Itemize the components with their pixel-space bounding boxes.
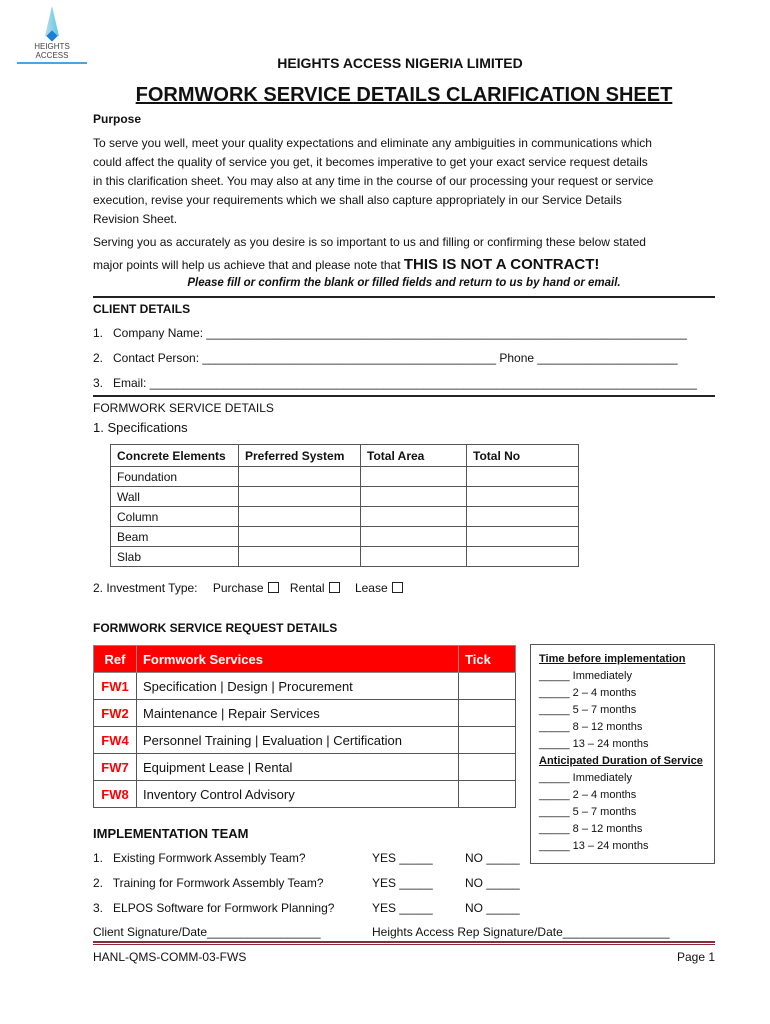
timing-option[interactable]: _____ 2 – 4 months — [539, 687, 637, 699]
tick-cell[interactable] — [459, 673, 516, 700]
service-cell: Personnel Training | Evaluation | Certification — [136, 727, 458, 754]
cell-input[interactable] — [239, 507, 361, 527]
table-row — [111, 547, 579, 567]
service-cell: Specification | Design | Procurement — [136, 673, 458, 700]
purpose-heading: Purpose — [93, 112, 142, 126]
duration-heading: Anticipated Duration of Service — [539, 755, 703, 767]
option-label: Lease — [354, 581, 388, 595]
duration-option[interactable]: _____ 13 – 24 months — [539, 840, 649, 852]
tick-cell[interactable] — [459, 754, 516, 781]
cell-input[interactable] — [239, 547, 361, 567]
company-name-field[interactable]: 1. Company Name: ________________________________________________________________________ — [93, 326, 687, 340]
column-header: Tick — [459, 646, 516, 673]
services-table — [93, 645, 516, 808]
cell-input[interactable] — [361, 527, 467, 547]
email-field[interactable]: 3. Email: __________________________________________________________________________________ — [93, 376, 697, 390]
timing-heading: Time before implementation — [539, 653, 686, 665]
cell-input[interactable] — [361, 467, 467, 487]
cell-input[interactable] — [239, 527, 361, 547]
service-cell: Maintenance | Repair Services — [136, 700, 458, 727]
text-line: major points will help us achieve that and please note that — [93, 258, 404, 272]
team-heading: IMPLEMENTATION TEAM — [93, 826, 249, 841]
specifications-table — [110, 444, 579, 567]
text-line: Serving you as accurately as you desire is so important to us and filling or confirming these below stated — [93, 235, 646, 249]
table-row — [111, 467, 579, 487]
tick-cell[interactable] — [459, 781, 516, 808]
company-name: HEIGHTS ACCESS NIGERIA LIMITED — [277, 55, 523, 71]
ref-cell: FW7 — [94, 754, 137, 781]
purpose-text — [93, 134, 718, 229]
table-row — [94, 673, 516, 700]
client-heading: CLIENT DETAILS — [93, 302, 191, 316]
tick-cell[interactable] — [459, 700, 516, 727]
ref-cell: FW4 — [94, 727, 137, 754]
table-row — [94, 781, 516, 808]
no-field[interactable]: NO _____ — [465, 901, 520, 915]
text-line: Revision Sheet. — [93, 212, 178, 226]
cell-input[interactable] — [361, 487, 467, 507]
document-title: FORMWORK SERVICE DETAILS CLARIFICATION SHEET — [135, 84, 673, 106]
timing-option[interactable]: _____ 13 – 24 months — [539, 738, 649, 750]
client-signature-field[interactable]: Client Signature/Date_________________ — [93, 925, 321, 939]
logo-text: ACCESS — [35, 51, 69, 60]
page-number: Page 1 — [677, 950, 716, 964]
team-question: 1. Existing Formwork Assembly Team? — [93, 851, 306, 865]
formwork-heading: FORMWORK SERVICE DETAILS — [93, 401, 274, 415]
yes-field[interactable]: YES _____ — [372, 851, 433, 865]
column-header: Ref — [94, 646, 137, 673]
no-field[interactable]: NO _____ — [465, 851, 520, 865]
duration-option[interactable]: _____ 8 – 12 months — [539, 823, 643, 835]
no-field[interactable]: NO _____ — [465, 876, 520, 890]
divider — [93, 395, 715, 397]
rep-signature-field[interactable]: Heights Access Rep Signature/Date________________ — [372, 925, 670, 939]
text-line: could affect the quality of service you get, it becomes imperative to get your exact service request details — [93, 155, 648, 169]
document-code: HANL-QMS-COMM-03-FWS — [93, 950, 247, 964]
cell-input[interactable] — [361, 507, 467, 527]
text-line: in this clarification sheet. You may also at any time in the course of our processing your request or service — [93, 174, 654, 188]
investment-type — [93, 581, 403, 595]
ref-cell: FW8 — [94, 781, 137, 808]
cell-input[interactable] — [467, 467, 579, 487]
timing-option[interactable]: _____ 5 – 7 months — [539, 704, 637, 716]
duration-option[interactable]: _____ 5 – 7 months — [539, 806, 637, 818]
instruction: Please fill or confirm the blank or filled fields and return to us by hand or email. — [187, 277, 621, 289]
cell-input[interactable] — [239, 467, 361, 487]
not-contract-notice: THIS IS NOT A CONTRACT! — [403, 256, 600, 273]
cell-input[interactable] — [467, 507, 579, 527]
ref-cell: FW1 — [94, 673, 137, 700]
text-line: To serve you well, meet your quality expectations and eliminate any ambiguities in communications which — [93, 136, 652, 150]
column-header: Concrete Elements — [111, 445, 239, 467]
cell-input[interactable] — [361, 547, 467, 567]
option-label: Purchase — [212, 581, 264, 595]
team-question: 3. ELPOS Software for Formwork Planning? — [93, 901, 335, 915]
tick-cell[interactable] — [459, 727, 516, 754]
specifications-label: 1. Specifications — [93, 420, 188, 435]
table-row — [111, 487, 579, 507]
table-row — [111, 507, 579, 527]
table-row — [94, 754, 516, 781]
cell-input[interactable] — [467, 547, 579, 567]
yes-field[interactable]: YES _____ — [372, 876, 433, 890]
column-header: Preferred System — [239, 445, 361, 467]
column-header: Total No — [467, 445, 579, 467]
service-cell: Equipment Lease | Rental — [136, 754, 458, 781]
option-label: Rental — [289, 581, 325, 595]
timing-option[interactable]: _____ Immediately — [539, 670, 632, 682]
cell-input[interactable] — [467, 487, 579, 507]
purchase-checkbox[interactable] — [268, 582, 279, 593]
table-row — [94, 727, 516, 754]
duration-option[interactable]: _____ Immediately — [539, 772, 632, 784]
timing-box — [530, 644, 715, 864]
rental-checkbox[interactable] — [329, 582, 340, 593]
table-row — [111, 527, 579, 547]
timing-option[interactable]: _____ 8 – 12 months — [539, 721, 643, 733]
lease-checkbox[interactable] — [392, 582, 403, 593]
column-header: Total Area — [361, 445, 467, 467]
purpose-text-2 — [93, 233, 718, 275]
table-row — [94, 700, 516, 727]
element-cell: Foundation — [111, 467, 239, 487]
ref-cell: FW2 — [94, 700, 137, 727]
element-cell: Column — [111, 507, 239, 527]
footer-divider — [93, 941, 715, 945]
request-heading: FORMWORK SERVICE REQUEST DETAILS — [93, 621, 338, 635]
investment-label: 2. Investment Type: — [93, 581, 198, 595]
column-header: Formwork Services — [136, 646, 458, 673]
text-line: execution, revise your requirements which we shall also capture appropriately in our Service Details — [93, 193, 622, 207]
logo-text: HEIGHTS — [34, 42, 70, 51]
contact-person-field[interactable]: 2. Contact Person: ____________________________________________ Phone _____________________ — [93, 351, 678, 365]
element-cell: Wall — [111, 487, 239, 507]
cell-input[interactable] — [467, 527, 579, 547]
duration-option[interactable]: _____ 2 – 4 months — [539, 789, 637, 801]
team-question: 2. Training for Formwork Assembly Team? — [93, 876, 324, 890]
service-cell: Inventory Control Advisory — [136, 781, 458, 808]
divider — [93, 296, 715, 298]
element-cell: Beam — [111, 527, 239, 547]
cell-input[interactable] — [239, 487, 361, 507]
element-cell: Slab — [111, 547, 239, 567]
yes-field[interactable]: YES _____ — [372, 901, 433, 915]
